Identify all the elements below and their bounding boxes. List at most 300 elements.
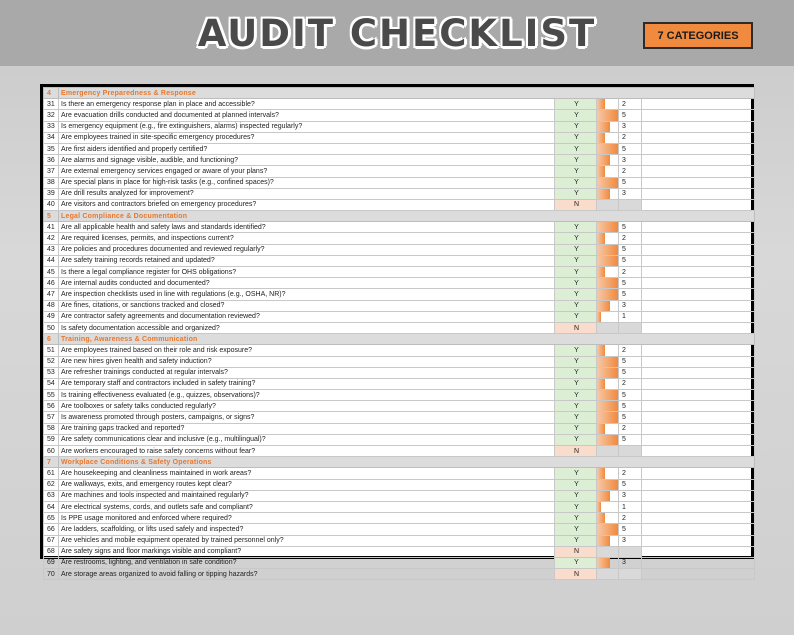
score-cell[interactable]: 2: [619, 378, 642, 389]
answer-cell[interactable]: Y: [555, 513, 597, 524]
empty-cell: [642, 311, 755, 322]
empty-cell: [642, 166, 755, 177]
table-row: [44, 188, 755, 199]
question-cell[interactable]: Are all applicable health and safety laws and standards identified?: [59, 222, 555, 233]
score-bar-fill: [597, 289, 618, 299]
score-cell[interactable]: 5: [619, 278, 642, 289]
score-bar: [597, 378, 619, 389]
item-number: 41: [44, 222, 59, 233]
table-row: [44, 423, 755, 434]
question-cell[interactable]: Are external emergency services engaged or aware of your plans?: [59, 166, 555, 177]
item-number: 68: [44, 546, 59, 557]
question-cell[interactable]: Is there an emergency response plan in place and accessible?: [59, 99, 555, 110]
score-cell[interactable]: 5: [619, 390, 642, 401]
score-bar-fill: [597, 379, 605, 389]
empty-cell: [642, 423, 755, 434]
table-row: [44, 199, 755, 210]
answer-cell[interactable]: Y: [555, 99, 597, 110]
item-number: 57: [44, 412, 59, 423]
item-number: 58: [44, 423, 59, 434]
score-bar-fill: [597, 435, 618, 445]
score-cell[interactable]: 2: [619, 468, 642, 479]
item-number: 38: [44, 177, 59, 188]
score-cell[interactable]: 3: [619, 155, 642, 166]
item-number: 54: [44, 378, 59, 389]
score-bar-fill: [597, 502, 601, 512]
answer-cell[interactable]: N: [555, 199, 597, 210]
answer-cell[interactable]: Y: [555, 501, 597, 512]
answer-cell[interactable]: Y: [555, 557, 597, 568]
question-cell[interactable]: Are alarms and signage visible, audible, and functioning?: [59, 155, 555, 166]
empty-cell: [642, 557, 755, 568]
empty-cell: [642, 535, 755, 546]
score-bar-fill: [597, 412, 618, 422]
answer-cell[interactable]: Y: [555, 255, 597, 266]
table-row: [44, 557, 755, 568]
score-bar-fill: [597, 312, 601, 322]
item-number: 67: [44, 535, 59, 546]
question-cell[interactable]: Are restrooms, lighting, and ventilation in safe condition?: [59, 557, 555, 568]
question-cell[interactable]: Are first aiders identified and properly certified?: [59, 143, 555, 154]
item-number: 34: [44, 132, 59, 143]
score-bar-fill: [597, 110, 618, 120]
score-bar-fill: [597, 357, 618, 367]
score-cell[interactable]: [619, 322, 642, 333]
category-row: [44, 211, 755, 222]
table-row: [44, 513, 755, 524]
answer-cell[interactable]: Y: [555, 188, 597, 199]
question-cell[interactable]: Are special plans in place for high-risk tasks (e.g., confined spaces)?: [59, 177, 555, 188]
answer-cell[interactable]: Y: [555, 143, 597, 154]
table-row: [44, 110, 755, 121]
category-number: 6: [44, 334, 59, 345]
table-row: [44, 390, 755, 401]
item-number: 70: [44, 569, 59, 580]
table-row: [44, 132, 755, 143]
empty-cell: [642, 378, 755, 389]
score-cell[interactable]: 5: [619, 222, 642, 233]
answer-cell[interactable]: Y: [555, 423, 597, 434]
item-number: 37: [44, 166, 59, 177]
question-cell[interactable]: Are policies and procedures documented and reviewed regularly?: [59, 244, 555, 255]
answer-cell[interactable]: Y: [555, 233, 597, 244]
category-row: [44, 457, 755, 468]
empty-cell: [642, 345, 755, 356]
question-cell[interactable]: Are employees trained in site-specific emergency procedures?: [59, 132, 555, 143]
score-cell[interactable]: 2: [619, 267, 642, 278]
score-cell[interactable]: 3: [619, 490, 642, 501]
score-bar-fill: [597, 491, 610, 501]
score-cell[interactable]: 2: [619, 132, 642, 143]
answer-cell[interactable]: Y: [555, 524, 597, 535]
empty-cell: [642, 110, 755, 121]
score-bar: [597, 255, 619, 266]
answer-cell[interactable]: Y: [555, 289, 597, 300]
score-cell[interactable]: 2: [619, 513, 642, 524]
score-cell[interactable]: 5: [619, 244, 642, 255]
question-cell[interactable]: Are temporary staff and contractors included in safety training?: [59, 378, 555, 389]
table-row: [44, 233, 755, 244]
score-bar: [597, 177, 619, 188]
answer-cell[interactable]: Y: [555, 121, 597, 132]
table-row: [44, 255, 755, 266]
item-number: 31: [44, 99, 59, 110]
score-bar-fill: [597, 189, 610, 199]
score-bar-fill: [597, 267, 605, 277]
empty-cell: [642, 546, 755, 557]
empty-cell: [642, 401, 755, 412]
table-row: [44, 434, 755, 445]
score-bar-fill: [597, 178, 618, 188]
item-number: 48: [44, 300, 59, 311]
category-number: 4: [44, 88, 59, 99]
score-bar-fill: [597, 256, 618, 266]
question-cell[interactable]: Are internal audits conducted and documented?: [59, 278, 555, 289]
score-bar: [597, 345, 619, 356]
question-cell[interactable]: Are walkways, exits, and emergency routes kept clear?: [59, 479, 555, 490]
table-row: [44, 535, 755, 546]
answer-cell[interactable]: Y: [555, 132, 597, 143]
table-row: [44, 300, 755, 311]
score-cell[interactable]: 1: [619, 311, 642, 322]
item-number: 52: [44, 356, 59, 367]
item-number: 60: [44, 446, 59, 457]
answer-cell[interactable]: Y: [555, 390, 597, 401]
question-cell[interactable]: Is PPE usage monitored and enforced where required?: [59, 513, 555, 524]
answer-cell[interactable]: Y: [555, 479, 597, 490]
empty-cell: [642, 132, 755, 143]
answer-cell[interactable]: Y: [555, 434, 597, 445]
score-bar: [597, 434, 619, 445]
category-title: Workplace Conditions & Safety Operations: [59, 457, 755, 468]
answer-cell[interactable]: Y: [555, 222, 597, 233]
score-bar: [597, 569, 619, 580]
question-cell[interactable]: Are evacuation drills conducted and documented at planned intervals?: [59, 110, 555, 121]
question-cell[interactable]: Are safety communications clear and inclusive (e.g., multilingual)?: [59, 434, 555, 445]
score-bar-fill: [597, 166, 605, 176]
answer-cell[interactable]: N: [555, 446, 597, 457]
score-cell[interactable]: [619, 569, 642, 580]
table-row: [44, 267, 755, 278]
answer-cell[interactable]: Y: [555, 267, 597, 278]
category-row: [44, 334, 755, 345]
table-row: [44, 524, 755, 535]
score-cell[interactable]: 3: [619, 557, 642, 568]
answer-cell[interactable]: Y: [555, 166, 597, 177]
score-cell[interactable]: 5: [619, 401, 642, 412]
score-bar: [597, 289, 619, 300]
score-cell[interactable]: 5: [619, 434, 642, 445]
question-cell[interactable]: Are new hires given health and safety induction?: [59, 356, 555, 367]
empty-cell: [642, 255, 755, 266]
item-number: 45: [44, 267, 59, 278]
score-bar: [597, 99, 619, 110]
answer-cell[interactable]: Y: [555, 244, 597, 255]
item-number: 33: [44, 121, 59, 132]
question-cell[interactable]: Are electrical systems, cords, and outlets safe and compliant?: [59, 501, 555, 512]
empty-cell: [642, 479, 755, 490]
item-number: 53: [44, 367, 59, 378]
score-cell[interactable]: 3: [619, 188, 642, 199]
score-cell[interactable]: [619, 546, 642, 557]
score-cell[interactable]: 5: [619, 289, 642, 300]
score-cell[interactable]: 2: [619, 423, 642, 434]
answer-cell[interactable]: Y: [555, 412, 597, 423]
table-row: [44, 222, 755, 233]
item-number: 66: [44, 524, 59, 535]
table-row: [44, 446, 755, 457]
score-bar-fill: [597, 122, 610, 132]
empty-cell: [642, 322, 755, 333]
score-bar: [597, 199, 619, 210]
empty-cell: [642, 490, 755, 501]
answer-cell[interactable]: Y: [555, 378, 597, 389]
empty-cell: [642, 177, 755, 188]
score-cell[interactable]: 5: [619, 479, 642, 490]
table-row: [44, 311, 755, 322]
question-cell[interactable]: Are refresher trainings conducted at regular intervals?: [59, 367, 555, 378]
score-bar: [597, 166, 619, 177]
answer-cell[interactable]: Y: [555, 367, 597, 378]
score-bar: [597, 132, 619, 143]
table-row: [44, 289, 755, 300]
answer-cell[interactable]: Y: [555, 300, 597, 311]
item-number: 49: [44, 311, 59, 322]
empty-cell: [642, 199, 755, 210]
category-row: [44, 88, 755, 99]
question-cell[interactable]: Are visitors and contractors briefed on emergency procedures?: [59, 199, 555, 210]
empty-cell: [642, 222, 755, 233]
score-bar: [597, 278, 619, 289]
answer-cell[interactable]: Y: [555, 278, 597, 289]
empty-cell: [642, 244, 755, 255]
score-cell[interactable]: 5: [619, 177, 642, 188]
answer-cell[interactable]: Y: [555, 110, 597, 121]
answer-cell[interactable]: Y: [555, 490, 597, 501]
answer-cell[interactable]: Y: [555, 401, 597, 412]
table-row: [44, 356, 755, 367]
table-row: [44, 121, 755, 132]
score-bar: [597, 311, 619, 322]
table-row: [44, 143, 755, 154]
score-bar: [597, 446, 619, 457]
question-cell[interactable]: Are safety training records retained and updated?: [59, 255, 555, 266]
answer-cell[interactable]: N: [555, 569, 597, 580]
empty-cell: [642, 300, 755, 311]
question-cell[interactable]: Are training gaps tracked and reported?: [59, 423, 555, 434]
score-bar-fill: [597, 513, 605, 523]
question-cell[interactable]: Are safety signs and floor markings visible and compliant?: [59, 546, 555, 557]
score-bar: [597, 322, 619, 333]
question-cell[interactable]: Is safety documentation accessible and organized?: [59, 322, 555, 333]
item-number: 32: [44, 110, 59, 121]
question-cell[interactable]: Are housekeeping and cleanliness maintained in work areas?: [59, 468, 555, 479]
empty-cell: [642, 155, 755, 166]
table-row: [44, 501, 755, 512]
answer-cell[interactable]: Y: [555, 177, 597, 188]
question-cell[interactable]: Are storage areas organized to avoid falling or tipping hazards?: [59, 569, 555, 580]
question-cell[interactable]: Is emergency equipment (e.g., fire extinguishers, alarms) inspected regularly?: [59, 121, 555, 132]
item-number: 65: [44, 513, 59, 524]
score-cell[interactable]: 2: [619, 99, 642, 110]
score-bar-fill: [597, 233, 605, 243]
score-bar-fill: [597, 222, 618, 232]
question-cell[interactable]: Are required licenses, permits, and inspections current?: [59, 233, 555, 244]
score-bar-fill: [597, 144, 618, 154]
score-cell[interactable]: 2: [619, 166, 642, 177]
item-number: 35: [44, 143, 59, 154]
score-bar: [597, 155, 619, 166]
score-bar: [597, 110, 619, 121]
table-row: [44, 546, 755, 557]
score-bar: [597, 267, 619, 278]
score-bar: [597, 557, 619, 568]
item-number: 47: [44, 289, 59, 300]
spreadsheet: [40, 84, 754, 578]
table-row: [44, 155, 755, 166]
question-cell[interactable]: Are contractor safety agreements and documentation reviewed?: [59, 311, 555, 322]
question-cell[interactable]: Is there a legal compliance register for OHS obligations?: [59, 267, 555, 278]
table-row: [44, 401, 755, 412]
score-bar: [597, 244, 619, 255]
score-bar: [597, 423, 619, 434]
answer-cell[interactable]: Y: [555, 468, 597, 479]
empty-cell: [642, 267, 755, 278]
score-bar: [597, 367, 619, 378]
question-cell[interactable]: Are fines, citations, or sanctions tracked and closed?: [59, 300, 555, 311]
answer-cell[interactable]: N: [555, 322, 597, 333]
empty-cell: [642, 434, 755, 445]
item-number: 61: [44, 468, 59, 479]
score-cell[interactable]: 5: [619, 524, 642, 535]
question-cell[interactable]: Are workers encouraged to raise safety concerns without fear?: [59, 446, 555, 457]
empty-cell: [642, 143, 755, 154]
item-number: 42: [44, 233, 59, 244]
item-number: 44: [44, 255, 59, 266]
score-cell[interactable]: 3: [619, 121, 642, 132]
table-row: [44, 479, 755, 490]
table-row: [44, 278, 755, 289]
question-cell[interactable]: Is awareness promoted through posters, campaigns, or signs?: [59, 412, 555, 423]
score-bar: [597, 546, 619, 557]
score-cell[interactable]: 2: [619, 233, 642, 244]
score-bar-fill: [597, 155, 610, 165]
empty-cell: [642, 289, 755, 300]
item-number: 46: [44, 278, 59, 289]
score-bar: [597, 535, 619, 546]
score-cell[interactable]: 3: [619, 535, 642, 546]
score-bar-fill: [597, 245, 618, 255]
question-cell[interactable]: Are machines and tools inspected and maintained regularly?: [59, 490, 555, 501]
empty-cell: [642, 446, 755, 457]
item-number: 40: [44, 199, 59, 210]
score-bar: [597, 300, 619, 311]
score-bar-fill: [597, 301, 610, 311]
score-cell[interactable]: [619, 199, 642, 210]
answer-cell[interactable]: Y: [555, 535, 597, 546]
question-cell[interactable]: Are ladders, scaffolding, or lifts used safely and inspected?: [59, 524, 555, 535]
category-number: 7: [44, 457, 59, 468]
item-number: 36: [44, 155, 59, 166]
question-cell[interactable]: Is training effectiveness evaluated (e.g., quizzes, observations)?: [59, 390, 555, 401]
empty-cell: [642, 412, 755, 423]
question-cell[interactable]: Are toolboxes or safety talks conducted regularly?: [59, 401, 555, 412]
question-cell[interactable]: Are employees trained based on their role and risk exposure?: [59, 345, 555, 356]
category-title: Emergency Preparedness & Response: [59, 88, 755, 99]
answer-cell[interactable]: Y: [555, 356, 597, 367]
table-row: [44, 177, 755, 188]
page-title: AUDIT CHECKLIST: [197, 12, 597, 55]
table-row: [44, 322, 755, 333]
category-title: Training, Awareness & Communication: [59, 334, 755, 345]
score-cell[interactable]: 5: [619, 367, 642, 378]
checklist-table: [43, 87, 755, 580]
table-row: [44, 378, 755, 389]
score-bar: [597, 121, 619, 132]
table-row: [44, 345, 755, 356]
category-title: Legal Compliance & Documentation: [59, 211, 755, 222]
answer-cell[interactable]: Y: [555, 345, 597, 356]
score-cell[interactable]: 5: [619, 412, 642, 423]
score-bar-fill: [597, 558, 610, 568]
empty-cell: [642, 99, 755, 110]
question-cell[interactable]: Are vehicles and mobile equipment operated by trained personnel only?: [59, 535, 555, 546]
score-bar: [597, 479, 619, 490]
item-number: 39: [44, 188, 59, 199]
score-bar-fill: [597, 524, 618, 534]
score-bar: [597, 468, 619, 479]
score-bar: [597, 390, 619, 401]
empty-cell: [642, 501, 755, 512]
item-number: 59: [44, 434, 59, 445]
score-cell[interactable]: 2: [619, 345, 642, 356]
question-cell[interactable]: Are inspection checklists used in line with regulations (e.g., OSHA, NR)?: [59, 289, 555, 300]
score-cell[interactable]: 5: [619, 110, 642, 121]
answer-cell[interactable]: N: [555, 546, 597, 557]
table-row: [44, 569, 755, 580]
score-bar-fill: [597, 480, 618, 490]
score-cell[interactable]: [619, 446, 642, 457]
empty-cell: [642, 121, 755, 132]
table-row: [44, 244, 755, 255]
table-row: [44, 367, 755, 378]
table-row: [44, 468, 755, 479]
empty-cell: [642, 278, 755, 289]
score-cell[interactable]: 3: [619, 300, 642, 311]
empty-cell: [642, 468, 755, 479]
item-number: 43: [44, 244, 59, 255]
answer-cell[interactable]: Y: [555, 155, 597, 166]
empty-cell: [642, 569, 755, 580]
score-bar-fill: [597, 133, 605, 143]
answer-cell[interactable]: Y: [555, 311, 597, 322]
score-bar: [597, 188, 619, 199]
item-number: 69: [44, 557, 59, 568]
score-cell[interactable]: 5: [619, 356, 642, 367]
table-row: [44, 166, 755, 177]
question-cell[interactable]: Are drill results analyzed for improvement?: [59, 188, 555, 199]
score-cell[interactable]: 1: [619, 501, 642, 512]
score-bar-fill: [597, 401, 618, 411]
score-bar-fill: [597, 368, 618, 378]
item-number: 64: [44, 501, 59, 512]
empty-cell: [642, 390, 755, 401]
category-number: 5: [44, 211, 59, 222]
score-cell[interactable]: 5: [619, 255, 642, 266]
score-cell[interactable]: 5: [619, 143, 642, 154]
score-bar-fill: [597, 424, 605, 434]
item-number: 56: [44, 401, 59, 412]
